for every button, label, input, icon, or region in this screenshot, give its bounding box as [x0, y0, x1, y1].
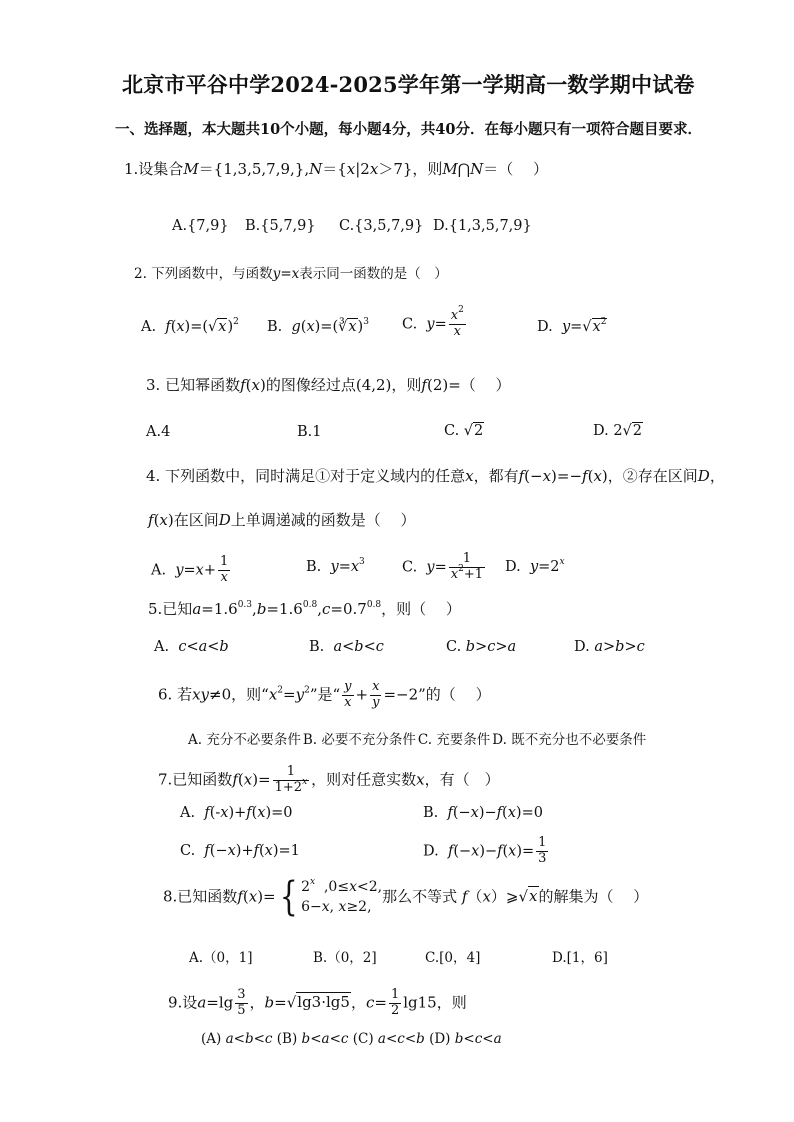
q1-option-a: A.{7,9}: [172, 218, 229, 234]
q4-option-d: D. $y=2^x$: [505, 557, 565, 575]
q4-option-c: C. y= $\frac{1}{x^2+1}$: [402, 551, 484, 582]
q3-option-b: B.1: [297, 424, 322, 440]
q8-option-a: A.（0，1]: [189, 950, 253, 966]
q8-stem: 8.已知函数f(x)={ 2$^x$ ,0≤x<2, 6−x, x≥2,那么不等式 f（x）⩾√x的解集为（ ）: [163, 874, 649, 921]
q7-option-d: D. f(−x)−f(x)= $\frac{1}{3}$: [423, 835, 547, 866]
q8-option-b: B.（0，2]: [313, 950, 377, 966]
q3-option-c: C. √2: [444, 423, 484, 439]
q7-option-b: B. f(−x)−f(x)=0: [423, 805, 543, 821]
q8-option-d: D.[1，6]: [552, 950, 608, 966]
q6-option-d: D. 既不充分也不必要条件: [492, 732, 647, 748]
q5-option-b: B. a<b<c: [309, 639, 384, 655]
q1-option-c: C.{3,5,7,9}: [339, 218, 424, 234]
section-heading: 一、选择题，本大题共10个小题，每小题4分，共40分．在每小题只有一项符合题目要求．: [115, 121, 702, 138]
q5-stem: 5.已知$a=1.6^{0.3},b=1.6^{0.8},c=0.7^{0.8}$，则（ ）: [148, 600, 461, 618]
q2-stem: 2. 下列函数中，与函数y=x表示同一函数的是（ ）: [134, 266, 448, 282]
q4-option-a: A. y=x+ $\frac{1}{x}$: [151, 554, 229, 585]
q7-option-c: C. f(−x)+f(x)=1: [180, 843, 300, 859]
q7-option-a: A. f(-x)+f(x)=0: [180, 805, 293, 821]
q6-option-a: A. 充分不必要条件: [188, 732, 301, 748]
q9-stem: 9.设a=lg $\frac{3}{5}$ ，b=√lg3·lg5，c= $\frac{1}{2}$ lg15，则: [168, 987, 467, 1018]
q2-option-a: A. $f(x)=(√x)^2$: [141, 317, 239, 335]
q7-stem: 7.已知函数f(x)= $\frac{1}{1+2^x}$ ，则对任意实数x，有（ ）: [158, 764, 500, 795]
q1-stem: 1.设集合M＝{1,3,5,7,9,},N＝{x|2x＞7}，则M⋂N＝（ ）: [124, 160, 548, 178]
q4-stem-line1: 4. 下列函数中，同时满足①对于定义域内的任意x，都有f(−x)=−f(x)，②存在区间D，: [146, 467, 725, 485]
q4-stem-line2: f(x)在区间D上单调递减的函数是（ ）: [148, 511, 416, 529]
q1-option-b: B.{5,7,9}: [245, 218, 316, 234]
q2-option-d: D. $y=√x^2$: [537, 317, 607, 335]
q1-option-d: D.{1,3,5,7,9}: [433, 218, 532, 234]
q3-stem: 3. 已知幂函数f(x)的图像经过点(4,2)，则f(2)=（ ）: [146, 376, 511, 394]
q5-option-d: D. a>b>c: [574, 639, 645, 655]
q2-option-b: B. g(x)=(∛x)$^3$: [267, 317, 369, 335]
q6-stem: 6. 若xy≠0，则“$x^2=y^2$”是“ $\frac{y}{x}$ + $\frac{x}{y}$ =−2”的（ ）: [158, 679, 491, 710]
q5-option-c: C. b>c>a: [446, 639, 517, 655]
q6-option-c: C. 充要条件: [417, 732, 491, 748]
q8-option-c: C.[0，4]: [425, 950, 481, 966]
page-title: 北京市平谷中学2024-2025学年第一学期高一数学期中试卷: [122, 72, 695, 97]
q5-option-a: A. c<a<b: [154, 639, 229, 655]
q6-options: [188, 734, 646, 748]
q2-option-c: C. y= $\frac{x^2}{x}$: [402, 305, 464, 339]
q9-options: (A) a<b<c (B) b<a<c (C) a<c<b (D) b<c<a: [201, 1031, 502, 1047]
q3-option-d: D. 2√2: [593, 423, 643, 439]
q4-option-b: B. $y=x^3$: [306, 557, 365, 575]
q3-option-a: A.4: [146, 424, 171, 440]
q6-option-b: B. 必要不充分条件: [302, 732, 416, 748]
